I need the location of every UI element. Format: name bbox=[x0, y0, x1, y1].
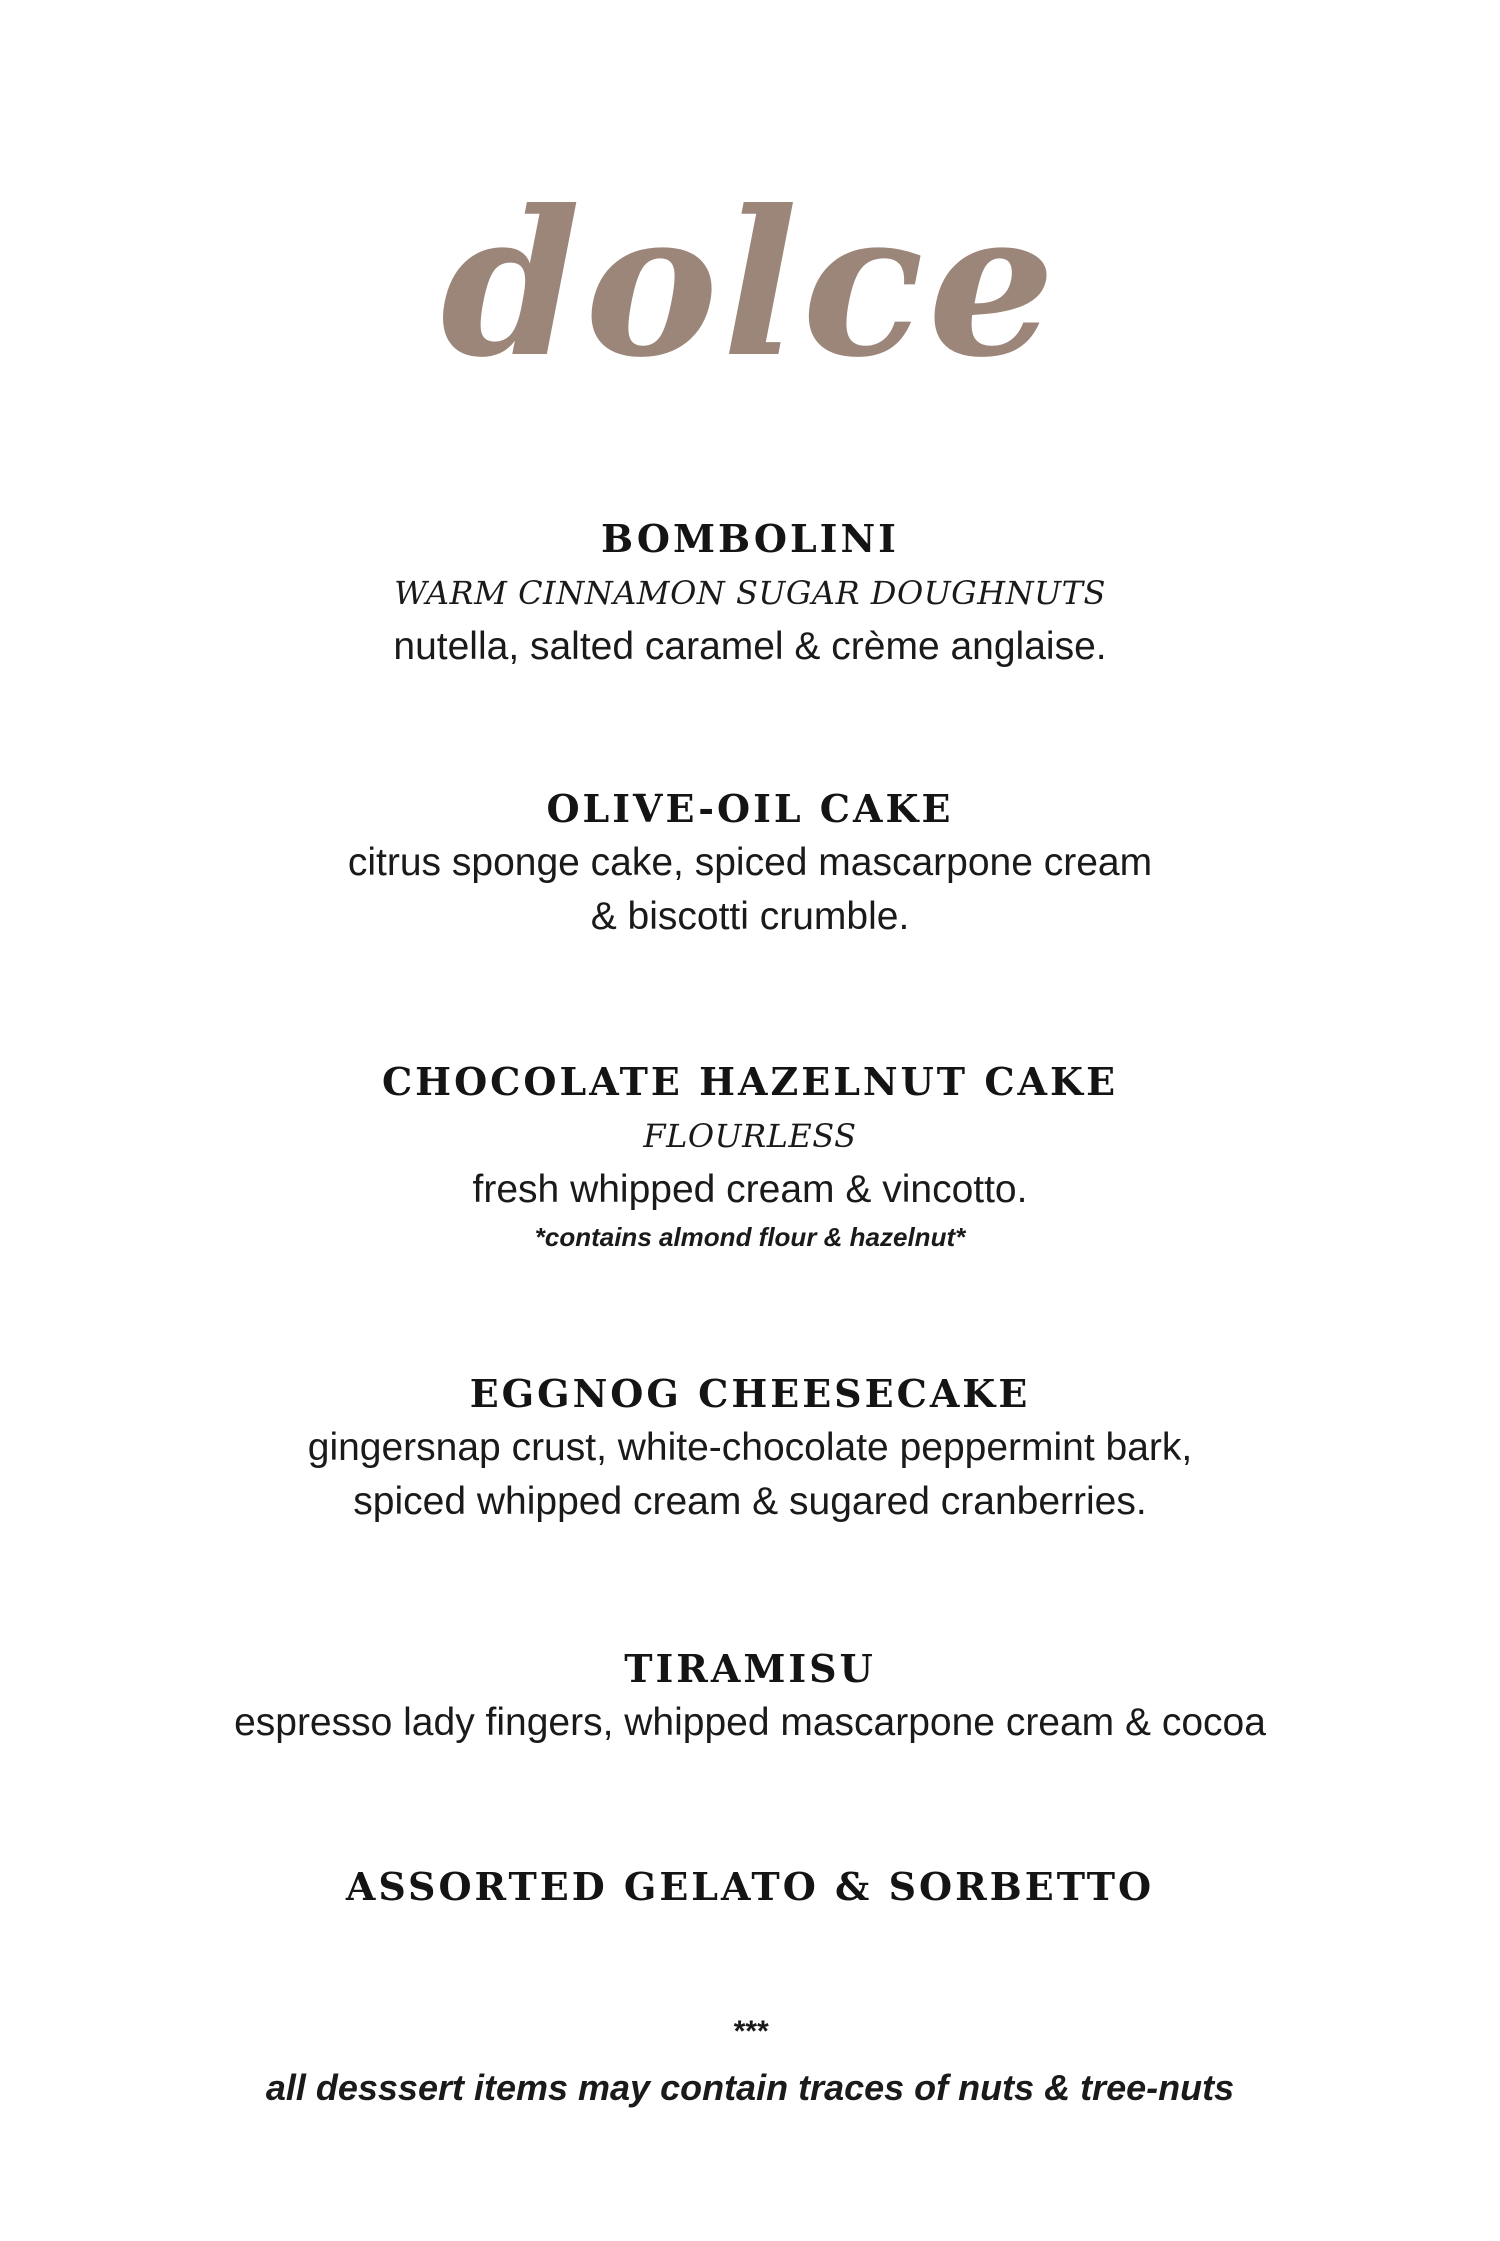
item-subtitle: WARM CINNAMON SUGAR DOUGHNUTS bbox=[394, 574, 1106, 612]
item-name: ASSORTED GELATO & SORBETTO bbox=[345, 1864, 1155, 1909]
menu-title: dolce bbox=[440, 167, 1060, 402]
item-description: gingersnap crust, white-chocolate peppermint bark, bbox=[307, 1426, 1193, 1469]
separator-stars: *** bbox=[732, 2015, 768, 2048]
item-subtitle: FLOURLESS bbox=[643, 1117, 857, 1155]
menu-item-eggnog-cheesecake bbox=[0, 1367, 1500, 1529]
allergen-disclaimer: all desssert items may contain traces of nuts & tree-nuts bbox=[265, 2067, 1235, 2108]
item-description: citrus sponge cake, spiced mascarpone cream bbox=[347, 841, 1153, 884]
item-name: EGGNOG CHEESECAKE bbox=[469, 1371, 1031, 1416]
menu-item-gelato-sorbetto bbox=[0, 1860, 1500, 1914]
menu-item-chocolate-hazelnut-cake bbox=[0, 1055, 1500, 1257]
item-description: & biscotti crumble. bbox=[590, 895, 910, 938]
item-name: TIRAMISU bbox=[624, 1646, 876, 1691]
menu-item-tiramisu bbox=[0, 1642, 1500, 1750]
item-description: nutella, salted caramel & crème anglaise. bbox=[393, 625, 1107, 668]
item-description: fresh whipped cream & vincotto. bbox=[472, 1168, 1028, 1211]
item-name: CHOCOLATE HAZELNUT CAKE bbox=[381, 1059, 1119, 1104]
menu-item-bombolini bbox=[0, 512, 1500, 674]
item-description: spiced whipped cream & sugared cranberries. bbox=[353, 1480, 1147, 1523]
item-name: OLIVE-OIL CAKE bbox=[546, 786, 954, 831]
menu-item-olive-oil-cake bbox=[0, 782, 1500, 944]
item-description: espresso lady fingers, whipped mascarpone cream & cocoa bbox=[234, 1701, 1266, 1744]
item-name: BOMBOLINI bbox=[601, 516, 899, 561]
allergen-note: *contains almond flour & hazelnut* bbox=[534, 1222, 966, 1252]
